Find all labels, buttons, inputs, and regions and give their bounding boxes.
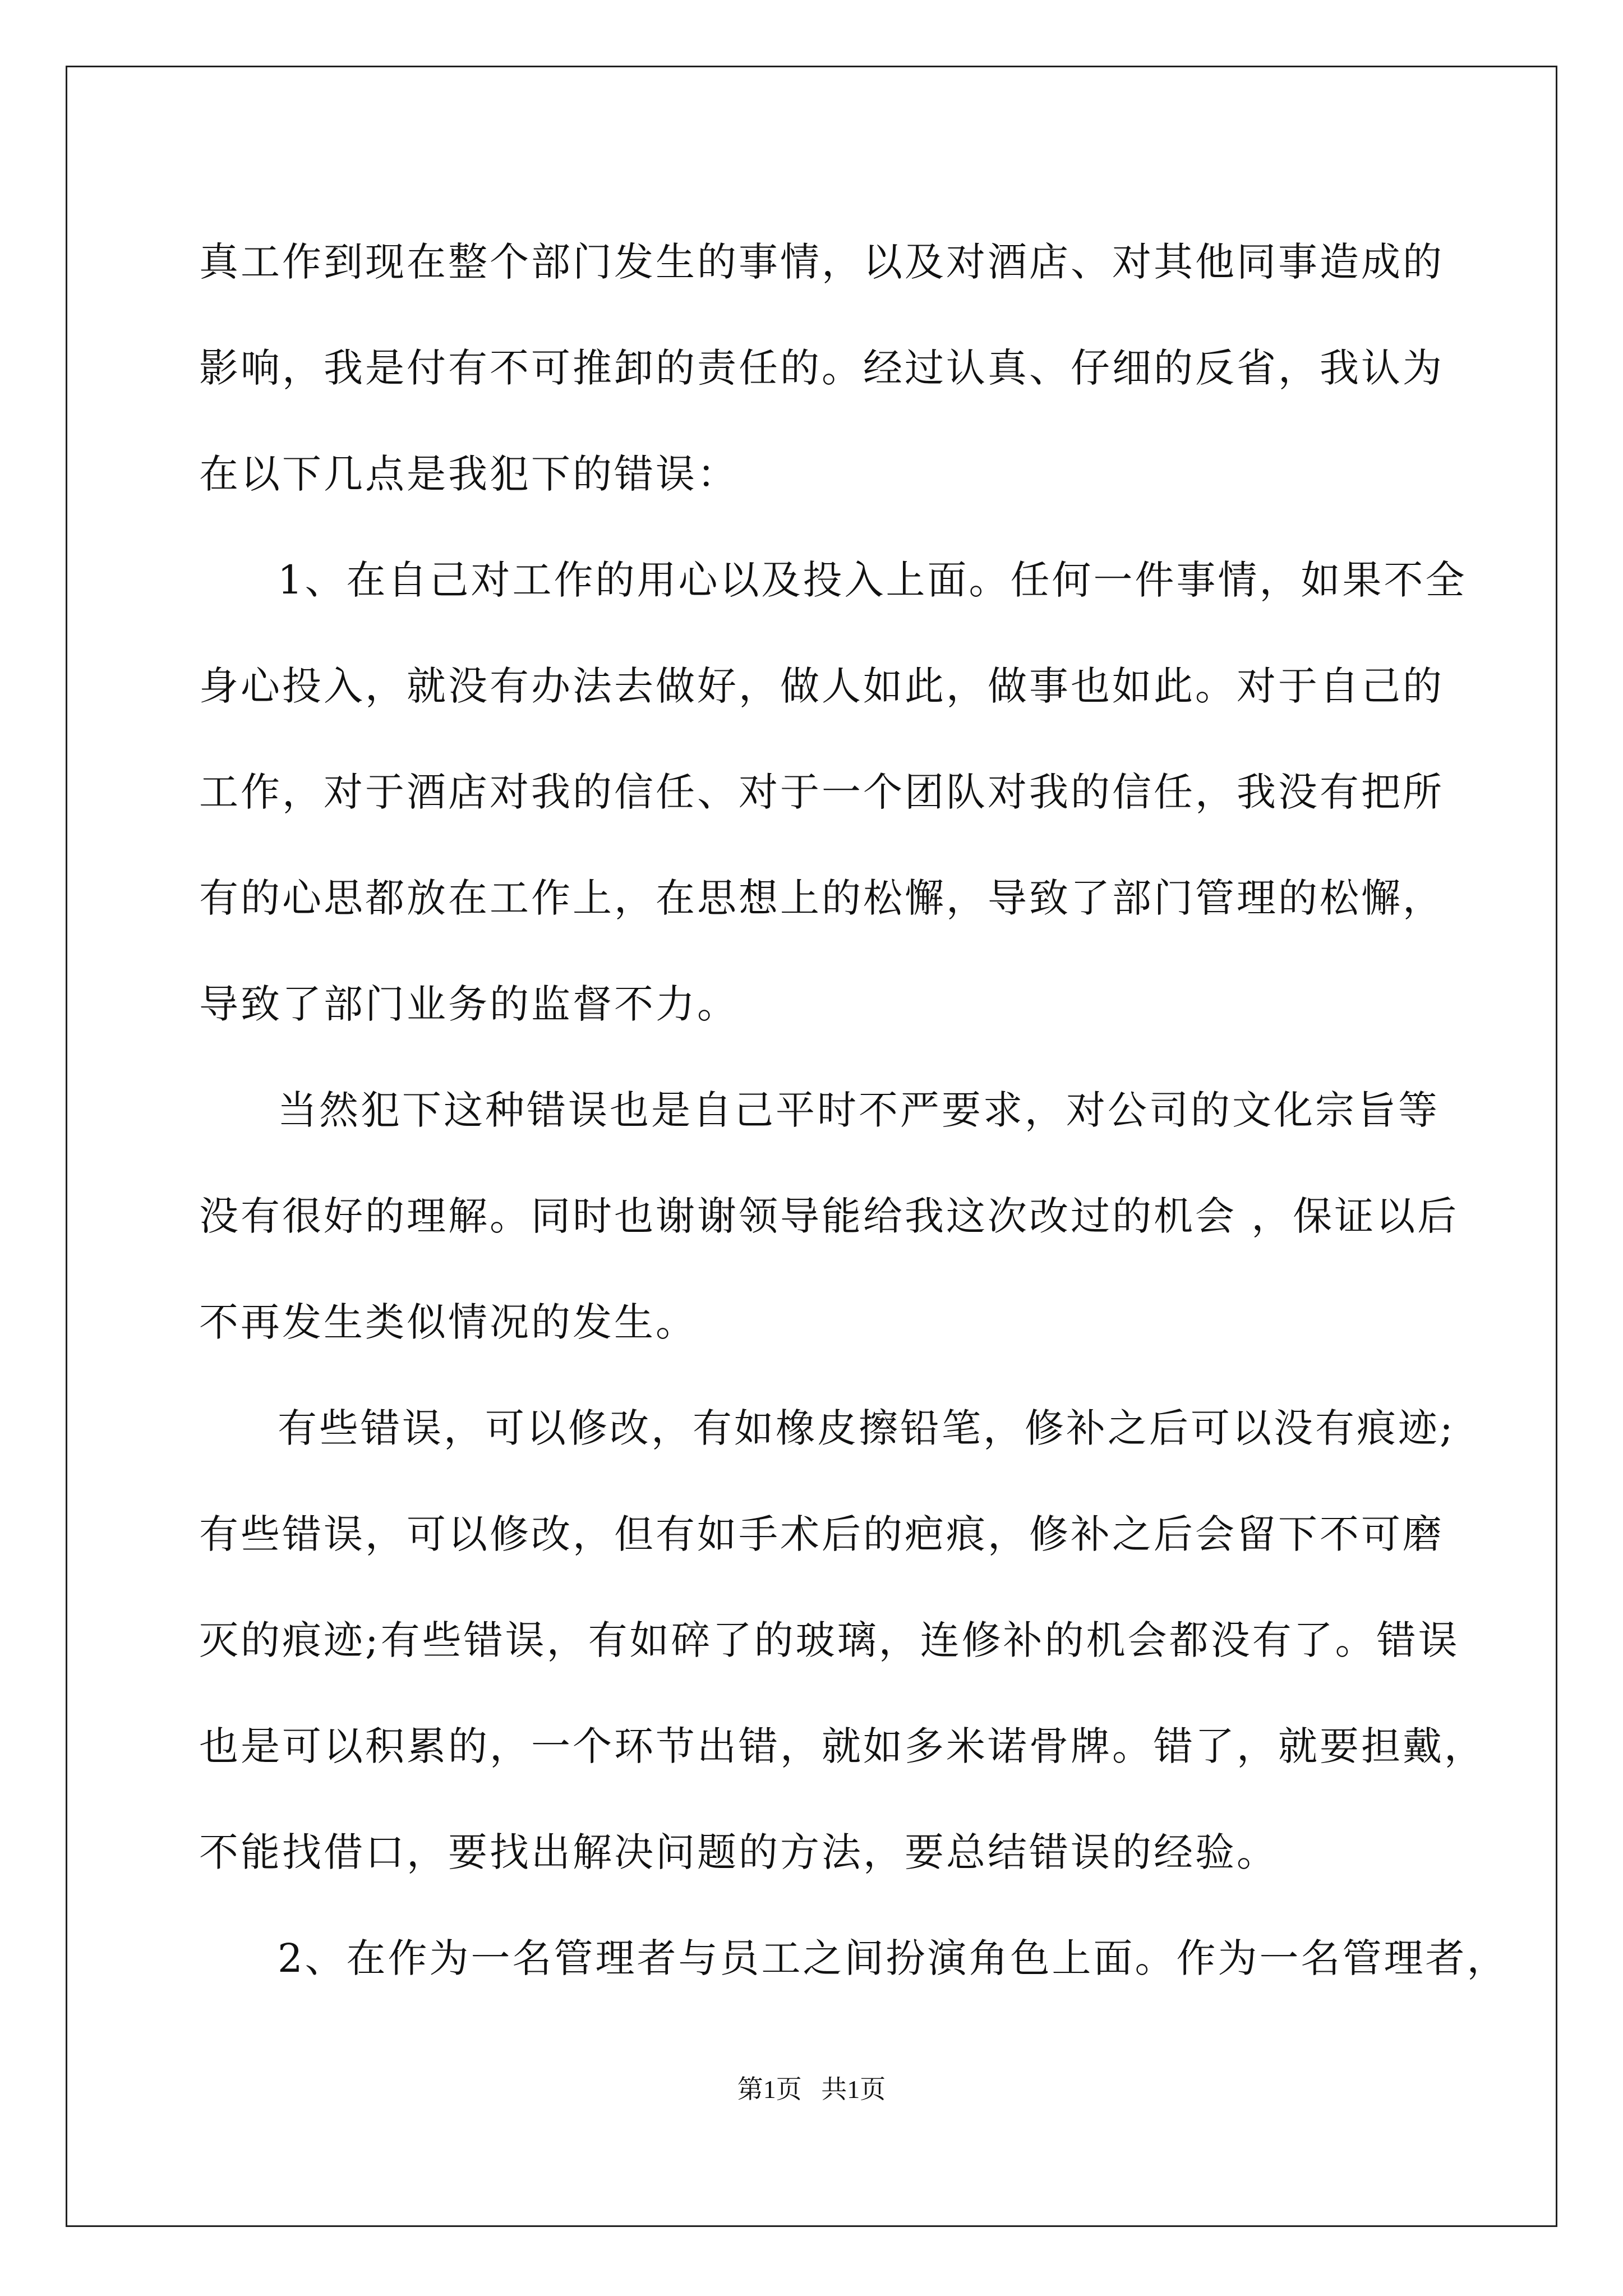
text-line-8: 导致了部门业务的监督不力。 bbox=[199, 981, 739, 1027]
text-line-3: 在以下几点是我犯下的错误： bbox=[199, 451, 739, 497]
text-line-10: 没有很好的理解。同时也谢谢领导能给我这次改过的机会 ，保证以后 bbox=[199, 1193, 1459, 1239]
text-line-6: 工作，对于酒店对我的信任、对于一个团队对我的信任，我没有把所 bbox=[199, 769, 1444, 815]
text-line-17: 2、在作为一名管理者与员工之间扮演角色上面。作为一名管理者， bbox=[278, 1935, 1509, 1981]
text-line-1: 真工作到现在整个部门发生的事情，以及对酒店、对其他同事造成的 bbox=[199, 239, 1444, 285]
document-body bbox=[199, 209, 1509, 2012]
text-line-14: 灭的痕迹;有些错误，有如碎了的玻璃，连修补的机会都没有了。错误 bbox=[199, 1617, 1460, 1663]
text-line-7: 有的心思都放在工作上，在思想上的松懈，导致了部门管理的松懈， bbox=[199, 875, 1444, 921]
text-line-15: 也是可以积累的，一个环节出错，就如多米诺骨牌。错了，就要担戴， bbox=[199, 1723, 1486, 1769]
text-line-13: 有些错误，可以修改，但有如手术后的疤痕，修补之后会留下不可磨 bbox=[199, 1511, 1444, 1557]
text-line-11: 不再发生类似情况的发生。 bbox=[199, 1299, 697, 1345]
text-line-5: 身心投入，就没有办法去做好，做人如此，做事也如此。对于自己的 bbox=[199, 663, 1444, 709]
text-line-4: 1、在自己对工作的用心以及投入上面。任何一件事情，如果不全 bbox=[278, 557, 1467, 603]
text-line-9: 当然犯下这种错误也是自己平时不严要求，对公司的文化宗旨等 bbox=[278, 1087, 1440, 1133]
text-line-16: 不能找借口，要找出解决问题的方法，要总结错误的经验。 bbox=[199, 1829, 1278, 1875]
text-line-2: 影响，我是付有不可推卸的责任的。经过认真、仔细的反省，我认为 bbox=[199, 345, 1444, 391]
text-line-12: 有些错误，可以修改，有如橡皮擦铅笔，修补之后可以没有痕迹; bbox=[278, 1405, 1455, 1451]
page-footer: 第1页 共1页 bbox=[737, 2075, 886, 2104]
